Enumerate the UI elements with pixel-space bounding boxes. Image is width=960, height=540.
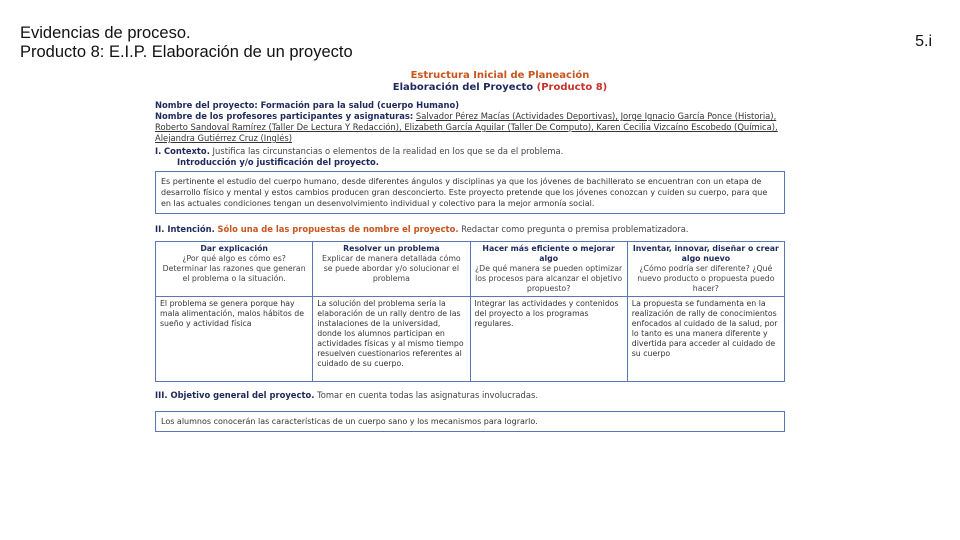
objective-text: Tomar en cuenta todas las asignaturas involucradas. — [317, 390, 538, 400]
intent-col-head: Resolver un problema Explicar de manera detallada cómo se puede abordar y/o solucionar el problema — [313, 242, 470, 297]
teachers-label: Nombre de los profesores participantes y asignaturas: — [155, 111, 414, 121]
intent-answer: La solución del problema sería la elaboración de un rally dentro de las instalaciones de la universidad, donde los alumnos participan en actividades físicas y al mismo tiempo resuelven cuestionarios referentes al cuidado de su cuerpo. — [313, 297, 470, 382]
document-title — [215, 70, 785, 94]
context-num: I. — [155, 146, 162, 156]
title-structure: Estructura Inicial de Planeación — [410, 70, 590, 81]
title-elaboration-text: Elaboración del Proyecto — [392, 82, 534, 93]
intent-answer: La propuesta se fundamenta en la realización de rally de conocimientos enfocados al cuidado de la salud, por lo tanto es una manera diferente y divertida para acceder al cuidado de su cuerpo — [627, 297, 784, 382]
intent-answer-row — [156, 297, 785, 382]
intent-col-head: Dar explicación ¿Por qué algo es cómo es? Determinar las razones que generan el problema o la situación. — [156, 242, 313, 297]
intent-answer: Integrar las actividades y contenidos del proyecto a los programas regulares. — [470, 297, 627, 382]
intent-answer: El problema se genera porque hay mala alimentación, malos hábitos de sueño y actividad física — [156, 297, 313, 382]
context-section — [155, 146, 785, 168]
intent-col-head: Inventar, innovar, diseñar o crear algo nuevo ¿Cómo podría ser diferente? ¿Qué nuevo producto o propuesta puedo hacer? — [627, 242, 784, 297]
teachers-value: Salvador Pérez Macías (Actividades Deportivas), Jorge Ignacio García Ponce (Historia), Roberto Sandoval Ramírez (Taller De Lectura Y Redacción), Elizabeth García Aguilar (Taller De Computo), Karen Cecilia Vizcaíno Escobedo (Química), Alejandra Gutiérrez Cruz (Inglés) — [155, 111, 778, 143]
slide-header — [20, 24, 353, 62]
slide-number: 5.i — [915, 33, 932, 50]
objective-section — [155, 390, 785, 401]
header-line-1: Evidencias de proceso. — [20, 24, 191, 42]
context-box: Es pertinente el estudio del cuerpo humano, desde diferentes ángulos y disciplinas ya que los jóvenes de bachillerato se encuentran con un etapa de desarrollo físico y mental y estos cambios producen gran desconcierto. Este proyecto pretende que los jóvenes conozcan y cuiden su cuerpo, para que en las actuales condiciones tengan un desenvolvimiento individual y colectivo para la mejor armonía social. — [155, 171, 785, 214]
objective-box: Los alumnos conocerán las características de un cuerpo sano y los mecanismos para lograrlo. — [155, 411, 785, 432]
context-text: Justifica las circunstancias o elementos de la realidad en los que se da el problema. — [212, 146, 564, 156]
intent-label: II. Intención. — [155, 224, 215, 234]
intent-header-row — [156, 242, 785, 297]
intent-table — [155, 241, 785, 382]
title-product: (Producto 8) — [536, 82, 608, 93]
intent-orange: Sólo una de las propuestas de nombre el proyecto. — [217, 224, 459, 234]
intent-col-head: Hacer más eficiente o mejorar algo ¿De qué manera se pueden optimizar los procesos para alcanzar el objetivo propuesto? — [470, 242, 627, 297]
project-meta — [155, 100, 785, 144]
context-label: Contexto. — [163, 146, 210, 156]
objective-label: III. Objetivo general del proyecto. — [155, 390, 315, 400]
context-subtitle: Introducción y/o justificación del proyecto. — [177, 157, 379, 167]
intent-text: Redactar como pregunta o premisa problematizadora. — [461, 224, 689, 234]
header-line-2: Producto 8: E.I.P. Elaboración de un proyecto — [20, 43, 353, 61]
planning-document — [155, 70, 785, 512]
intent-section — [155, 224, 785, 235]
title-elaboration — [215, 82, 785, 94]
project-name: Nombre del proyecto: Formación para la salud (cuerpo Humano) — [155, 100, 460, 110]
